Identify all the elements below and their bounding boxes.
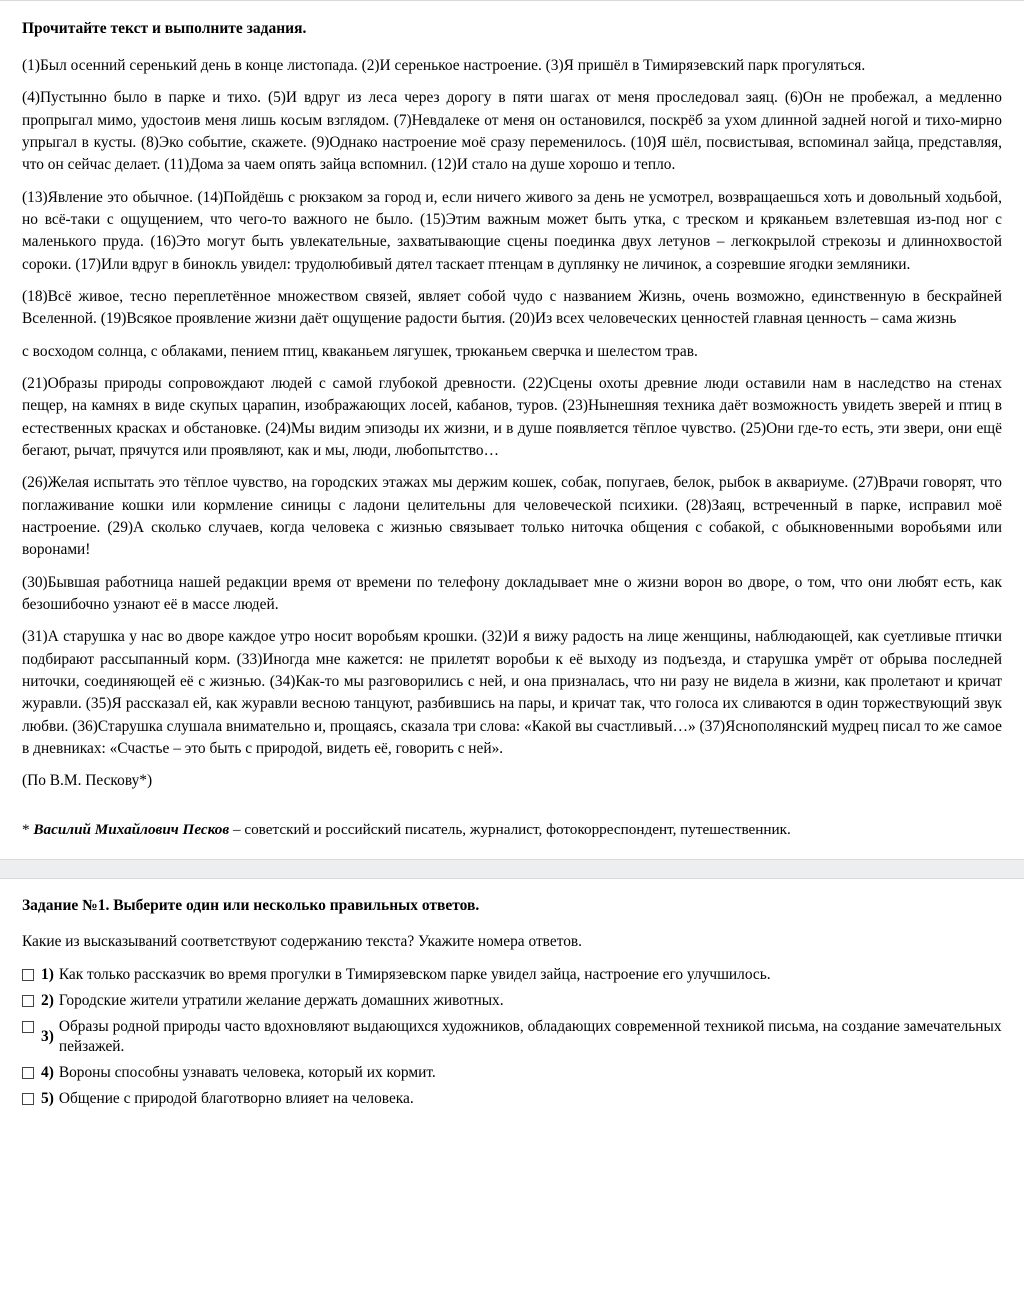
option-label: Образы родной природы часто вдохновляют выдающихся художников, обладающих современной техникой письма, на создание замечательных пейзажей. — [58, 1017, 1002, 1055]
passage-paragraph-2: (4)Пустынно было в парке и тихо. (5)И вдруг из леса через дорогу в пяти шагах от меня проследовал заяц. (6)Он не пробежал, а медленно пропрыгал мимо, удостоив меня лишь косым взглядом. (7)Невдалеке от меня он остановился, поскрёб за ухом длинной задней ногой и тихо-мирно упрыгал в кусты. (8)Эко событие, скажете. (9)Однако настроение моё сразу переменилось. (10)Я шёл, посвистывая, вспоминал зайца, представляя, что он сейчас делает. (11)Дома за чаем опять зайца вспомнил. (12)И стало на душе хорошо и тепло. — [22, 89, 1002, 174]
list-item[interactable] — [22, 991, 1002, 1011]
author-footnote — [22, 819, 1002, 841]
list-item[interactable] — [22, 965, 1002, 985]
list-item[interactable] — [22, 1017, 1002, 1057]
passage-paragraph-3: (13)Явление это обычное. (14)Пойдёшь с рюкзаком за город и, если ничего живого за день не усмотрел, возвращаешься хоть и довольный ходьбой, но всё-таки с ощущением, что чего-то важного не было. (15)Этим важным может быть утка, с треском и кряканьем взлетевшая из-под ног с маленького пруда. (16)Это могут быть увлекательные, захватывающие сцены поединка двух летунов – легкокрылой стрекозы и длиннохвостой сороки. (17)Или вдруг в бинокль увидел: трудолюбивый дятел таскает птенцам в дуплянку не личинок, а созревшие ягодки земляники. — [22, 188, 1002, 273]
option-number: 4) — [41, 1063, 54, 1081]
footnote-author-name: Василий Михайлович Песков — [33, 820, 230, 838]
passage-paragraph-1: (1)Был осенний серенький день в конце листопада. (2)И серенькое настроение. (3)Я пришёл в Тимирязевский парк прогуляться. — [22, 57, 866, 75]
passage-paragraph-9: (31)А старушка у нас во дворе каждое утро носит воробьям крошки. (32)И я вижу радость на лице женщины, наблюдающей, как суетливые птички подбирают рассыпанный корм. (33)Иногда мне кажется: не прилетят воробьи к её выходу из подъезда, и старушка умрёт от обрыва последней ниточки, соединяющей её с жизнью. (34)Как-то мы разговорились с ней, и она призналась, что ни разу не видела в жизни, как пролетают и кричат журавли. (35)Я рассказал ей, как журавли весною танцуют, разбившись на пары, и кричат так, что голоса их сливаются в один торжествующий звук любви. (36)Старушка слушала внимательно и, прощаясь, сказала три слова: «Какой вы счастливый…» (37)Яснополянский мудрец писал то же самое в дневниках: «Счастье – это быть с природой, видеть её, говорить с ней». — [22, 628, 1002, 757]
passage-paragraph-4: (18)Всё живое, тесно переплетённое множеством связей, являет собой чудо с названием Жизнь, очень возможно, единственную в бескрайней Вселенной. (19)Всякое проявление жизни даёт ощущение радости бытия. (20)Из всех человеческих ценностей главная ценность – сама жизнь — [22, 288, 1002, 328]
option-label: Общение с природой благотворно влияет на человека. — [58, 1089, 414, 1107]
section-divider — [0, 859, 1024, 879]
option-number: 2) — [41, 991, 54, 1009]
checkbox-icon[interactable] — [22, 1093, 34, 1105]
option-label: Вороны способны узнавать человека, который их кормит. — [58, 1063, 436, 1081]
checkbox-icon[interactable] — [22, 969, 34, 981]
passage-paragraph-6: (21)Образы природы сопровождают людей с самой глубокой древности. (22)Сцены охоты древние люди оставили нам в наследство на стенах пещер, на камнях в виде скупых царапин, изображающих лосей, кабанов, туров. (23)Нынешняя техника даёт возможность увидеть зверей и птиц в естественных красках и обстановке. (24)Мы видим эпизоды их жизни, и в душе появляется тёплое чувство. (25)Они где-то есть, эти звери, они ещё бегают, рычат, прячутся или проявляют, как и мы, люди, любопытство… — [22, 375, 1002, 460]
option-number: 3) — [41, 1027, 54, 1045]
option-number: 5) — [41, 1089, 54, 1107]
option-label: Городские жители утратили желание держать домашних животных. — [58, 991, 504, 1009]
task-heading: Задание №1. Выберите один или несколько правильных ответов. — [22, 896, 480, 914]
answer-options-list — [22, 965, 1002, 1109]
checkbox-icon[interactable] — [22, 995, 34, 1007]
option-number: 1) — [41, 965, 54, 983]
reading-instruction-heading: Прочитайте текст и выполните задания. — [22, 20, 307, 37]
task-question: Какие из высказываний соответствуют содержанию текста? Укажите номера ответов. — [22, 932, 583, 950]
list-item[interactable] — [22, 1063, 1002, 1083]
checkbox-icon[interactable] — [22, 1021, 34, 1033]
list-item[interactable] — [22, 1089, 1002, 1109]
checkbox-icon[interactable] — [22, 1067, 34, 1079]
footnote-description: – советский и российский писатель, журналист, фотокорреспондент, путешественник. — [229, 820, 791, 838]
option-label: Как только рассказчик во время прогулки в Тимирязевском парке увидел зайца, настроение его улучшилось. — [58, 965, 771, 983]
passage-paragraph-8: (30)Бывшая работница нашей редакции время от времени по телефону докладывает мне о жизни ворон во дворе, о том, что они любят есть, как безошибочно узнают её в массе людей. — [22, 573, 1002, 614]
passage-paragraph-5: с восходом солнца, с облаками, пением птиц, кваканьем лягушек, трюканьем сверчка и шелестом трав. — [22, 342, 698, 360]
passage-paragraph-7: (26)Желая испытать это тёплое чувство, на городских этажах мы держим кошек, собак, попугаев, белок, рыбок в аквариуме. (27)Врачи говорят, что поглаживание кошки или кормление синицы с ладони целительны для человеческой психики. (28)Заяц, встреченный в парке, исправил моё настроение. (29)А сколько случаев, когда человека с жизнью связывает только ниточка общения с собакой, с обыкновенными воробьями или воронами! — [22, 474, 1002, 559]
footnote-marker: * — [22, 820, 30, 838]
passage-attribution: (По В.М. Пескову*) — [22, 772, 153, 790]
task-panel — [0, 879, 1024, 1131]
